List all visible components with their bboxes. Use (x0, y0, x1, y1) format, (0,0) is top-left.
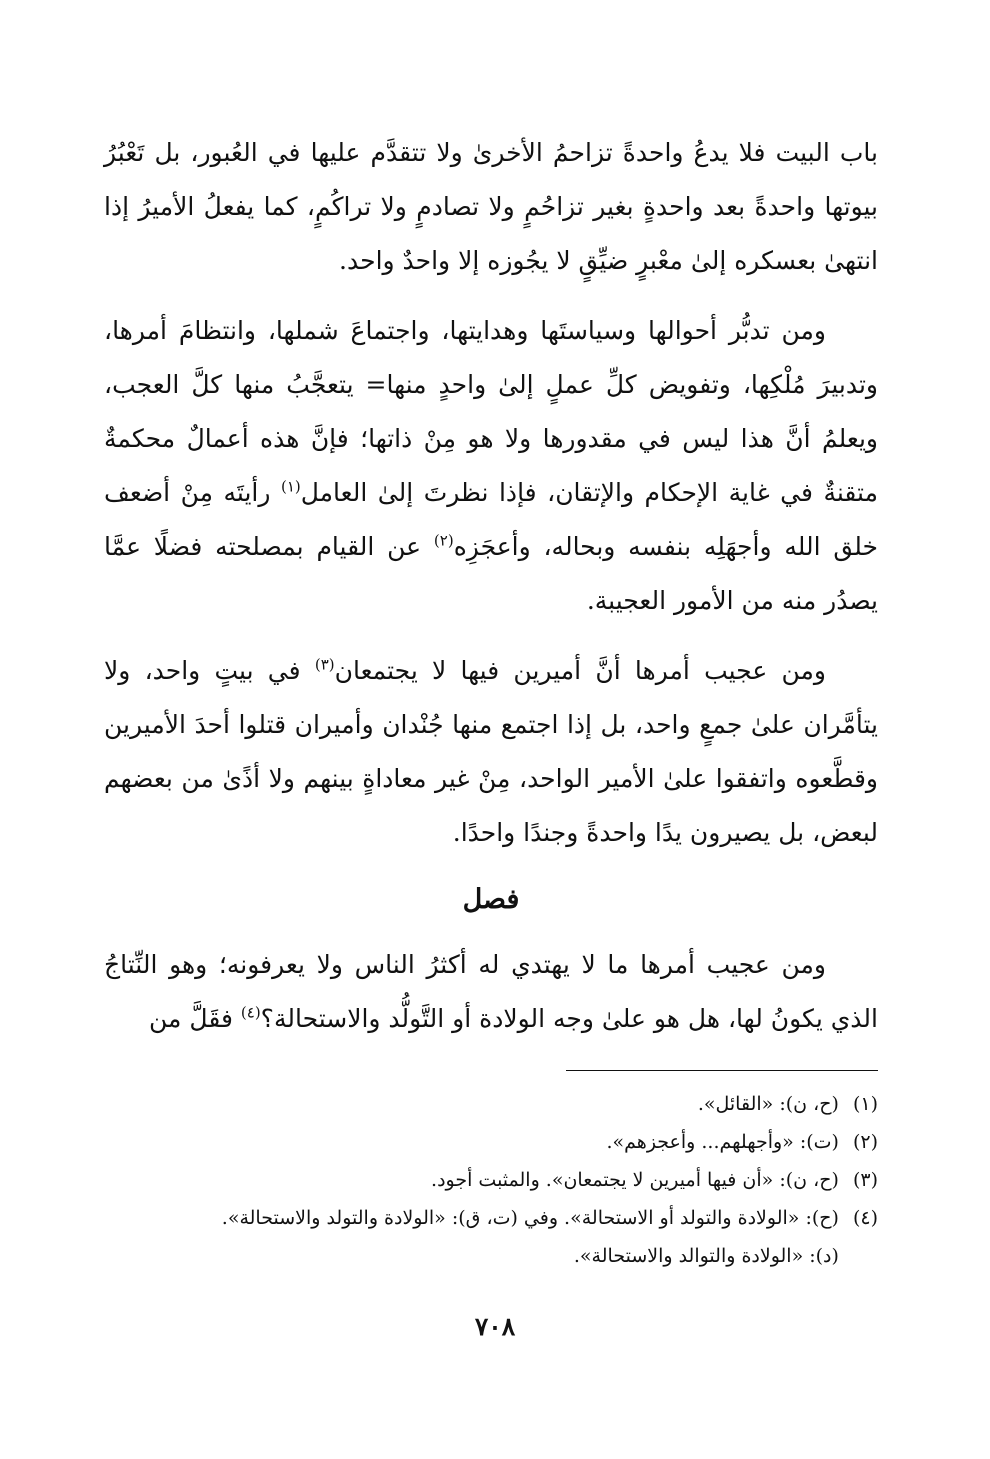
footnote-continuation: (د): «الولادة والتوالد والاستحالة». (573, 1245, 839, 1267)
text-segment: فقَلَّ من (149, 1004, 241, 1033)
footnote (104, 1123, 878, 1161)
text-segment: ومن تدبُّر أحوالها وسياستَها وهدايتها، واجتماعَ شملها، وانتظامَ أمرها، وتدبيرَ مُلْكِها، وتفويض كلِّ عملٍ إلىٰ واحدٍ منها= يتعجَّبُ منها كلَّ العجب، ويعلمُ أنَّ هذا ليس في مقدورها ولا هو مِنْ ذاتها؛ فإنَّ هذه أعمالٌ محكمةٌ متقنةٌ في غاية الإحكام والإتقان، فإذا نظرتَ إلىٰ العامل (104, 316, 878, 507)
footnote-line: (ح): «الولادة والتولد أو الاستحالة». وفي (ت، ق): «الولادة والتولد والاستحالة». (221, 1207, 839, 1229)
page-body (104, 126, 878, 1275)
footnote-number: (٣) (852, 1169, 878, 1191)
footnote-marker: (٣) (314, 655, 335, 674)
footnote (104, 1085, 878, 1123)
footnote (104, 1199, 878, 1275)
paragraph (104, 938, 878, 1046)
footnote-number: (١) (852, 1093, 878, 1115)
footnote-marker: (٢) (433, 531, 454, 550)
footnote-line: (ح، ن): «أن فيها أميرين لا يجتمعان». والمثبت أجود. (431, 1169, 839, 1191)
text-segment: ومن عجيب أمرها أنَّ أميرين فيها لا يجتمعان (334, 656, 826, 685)
paragraph (104, 304, 878, 628)
paragraph (104, 126, 878, 288)
footnotes (104, 1085, 878, 1275)
text-segment: ومن عجيب أمرها ما لا يهتدي له أكثرُ الناس ولا يعرفونه؛ وهو النِّتاجُ الذي يكونُ لها، هل هو علىٰ وجه الولادة أو التَّولُّد والاستحالة؟ (104, 950, 878, 1033)
footnote-number: (٤) (852, 1207, 878, 1229)
paragraph (104, 644, 878, 860)
footnote-text (222, 1199, 839, 1275)
footnote-marker: (٤) (240, 1003, 261, 1022)
section-text (104, 938, 878, 1046)
footnote-text (606, 1123, 838, 1161)
text-segment: باب البيت فلا يدعُ واحدةً تزاحمُ الأخرىٰ ولا تتقدَّم عليها في العُبور، بل تَعْبُرُ بيوتها واحدةً بعد واحدةٍ بغير تزاحُمٍ ولا تصادمٍ ولا تراكُمٍ، كما يفعلُ الأميرُ إذا انتهىٰ بعسكره إلىٰ معْبرٍ ضيِّقٍ لا يجُوزه إلا واحدٌ واحد. (104, 138, 879, 275)
footnote-marker: (١) (280, 477, 301, 496)
text-segment: عن القيام بمصلحته فضلًا عمَّا يصدُر منه من الأمور العجيبة. (104, 532, 878, 615)
footnote-text (431, 1161, 839, 1199)
page-number: ٧٠٨ (474, 1312, 516, 1341)
footnote (104, 1161, 878, 1199)
footnote-line: (ت): «وأجهلهم... وأعجزهم». (606, 1131, 839, 1153)
main-text (104, 126, 878, 860)
footnote-text (698, 1085, 839, 1123)
section-heading: فصل (462, 884, 520, 915)
footnote-separator (566, 1070, 878, 1071)
footnote-line: (ح، ن): «القائل». (697, 1093, 839, 1115)
text-segment: رأيتَه مِنْ أضعف خلق الله وأجهَلِه بنفسه وبحاله، وأعجَزِه (104, 478, 878, 561)
text-segment: في بيتٍ واحد، ولا يتأمَّران علىٰ جمعٍ واحد، بل إذا اجتمع منها جُنْدان وأميران قتلوا أحدَ الأميرين وقطَّعوه واتفقوا علىٰ الأمير الواحد، مِنْ غير معاداةٍ بينهم ولا أذًىٰ من بعضهم لبعض، بل يصيرون يدًا واحدةً وجندًا واحدًا. (104, 656, 878, 847)
footnote-number: (٢) (852, 1131, 878, 1153)
